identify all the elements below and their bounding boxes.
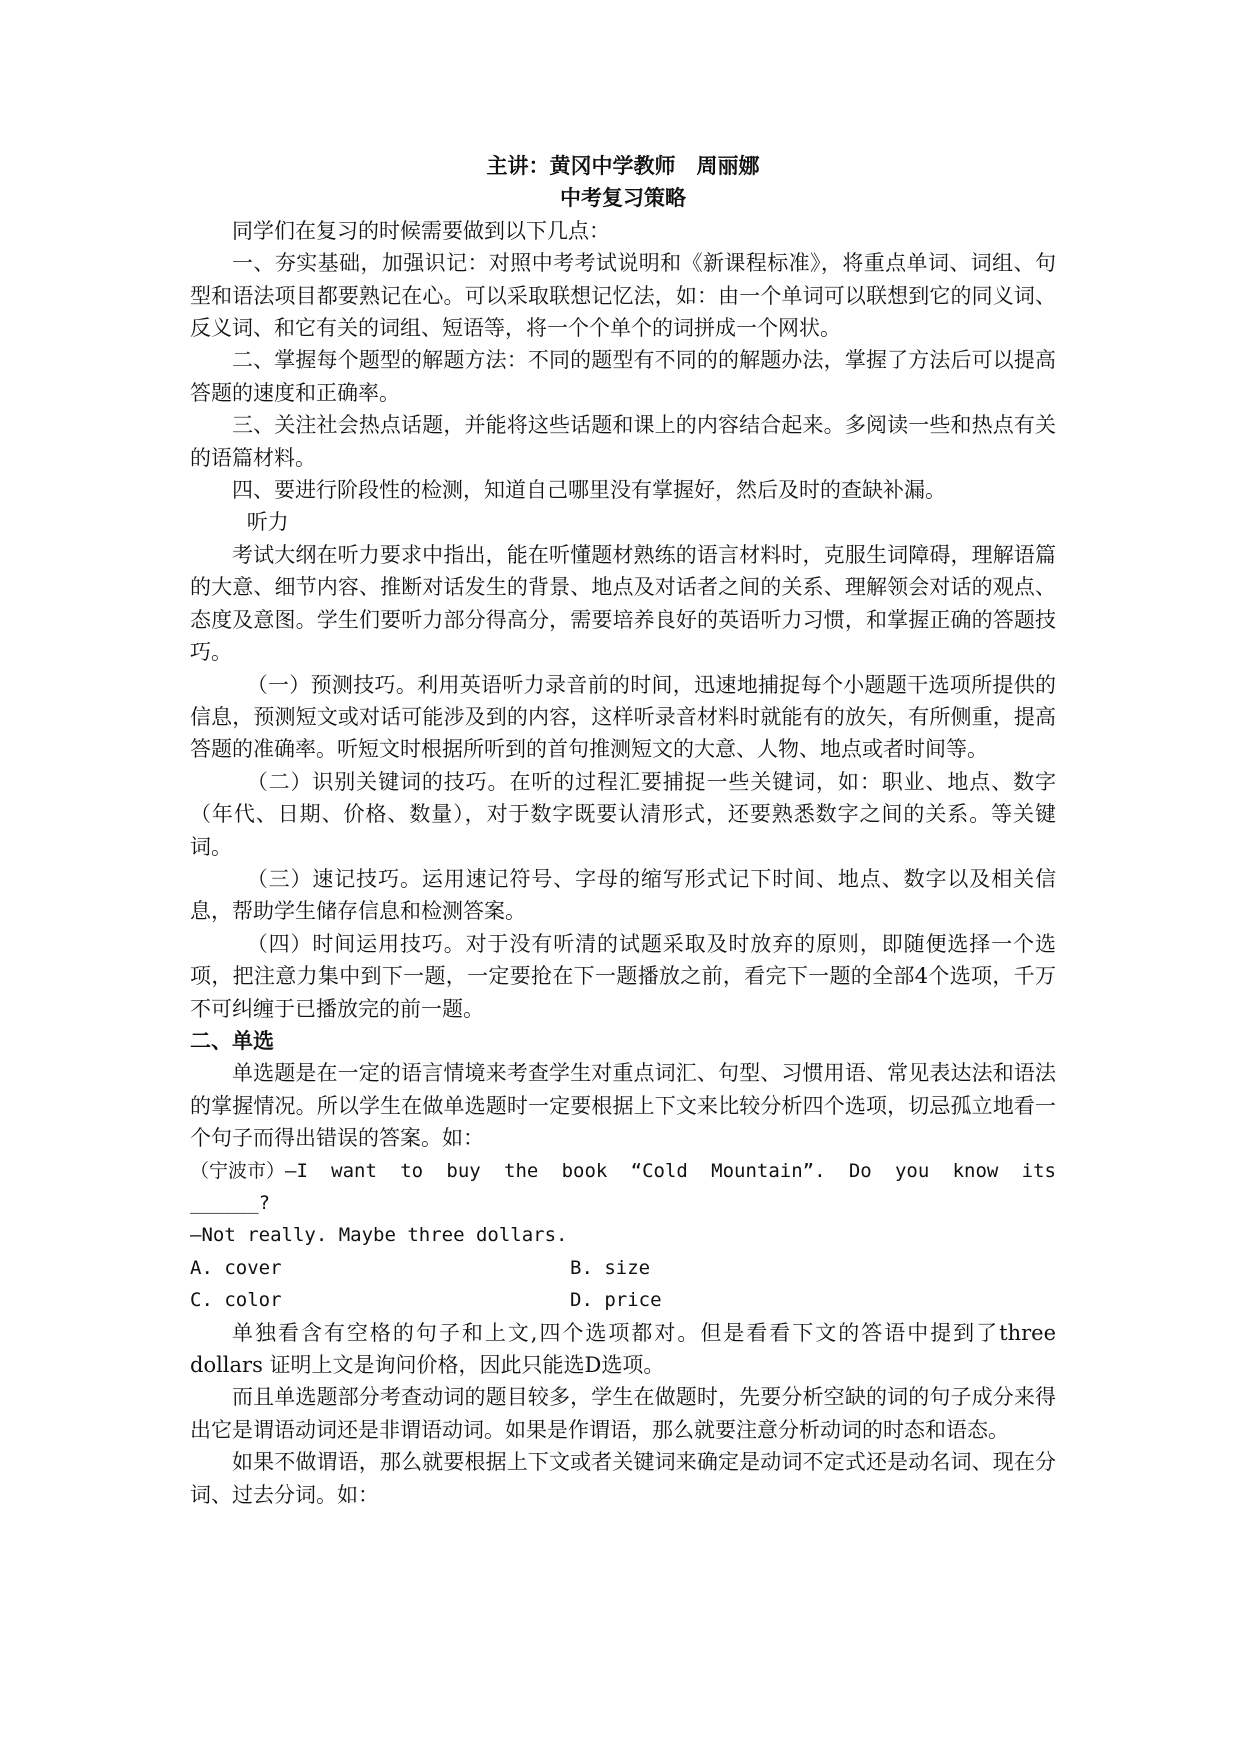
- verb-paragraph-2: 如果不做谓语，那么就要根据上下文或者关键词来确定是动词不定式还是动名词、现在分词、过去分词。如：: [190, 1450, 1056, 1507]
- listening-tip-1: （一）预测技巧。利用英语听力录音前的时间，迅速地捕捉每个小题题干选项所提供的信息，预测短文或对话可能涉及到的内容，这样听录音材料时就能有的放矢，有所侧重，提高答题的准确率。听短文时根据所听到的首句推测短文的大意、人物、地点或者时间等。: [190, 672, 1056, 762]
- listening-tip-2: （二）识别关键词的技巧。在听的过程汇要捕捉一些关键词，如：职业、地点、数字（年代、日期、价格、数量），对于数字既要认清形式，还要熟悉数字之间的关系。等关键词。: [190, 769, 1056, 859]
- question-word: you: [894, 1159, 930, 1182]
- question-word: book: [561, 1159, 608, 1182]
- question-word: want: [331, 1159, 377, 1182]
- question-word: Mountain”.: [711, 1159, 826, 1182]
- question-blank: ______?: [190, 1192, 271, 1214]
- single-choice-intro: 单选题是在一定的语言情境来考查学生对重点词汇、句型、习惯用语、常见表达法和语法的掌握情况。所以学生在做单选题时一定要根据上下文来比较分析四个选项，切忌孤立地看一个句子而得出错误的答案。如：: [190, 1061, 1056, 1151]
- listening-intro: 考试大纲在听力要求中指出，能在听懂题材熟练的语言材料时，克服生词障碍，理解语篇的大意、细节内容、推断对话发生的背景、地点及对话者之间的关系、理解领会对话的观点、态度及意图。学生们要听力部分得高分，需要培养良好的英语听力习惯，和掌握正确的答题技巧。: [190, 542, 1056, 665]
- intro-lead: 同学们在复习的时候需要做到以下几点：: [232, 218, 610, 243]
- example-question: [190, 1155, 1056, 1187]
- speaker-line: 主讲：黄冈中学教师 周丽娜: [486, 153, 760, 178]
- question-word: know: [952, 1159, 999, 1182]
- single-choice-heading: 二、单选: [190, 1027, 274, 1053]
- analysis-paragraph: 单独看含有空格的句子和上文,四个选项都对。但是看看下文的答语中提到了three dollars 证明上文是询问价格，因此只能选D选项。: [190, 1320, 1056, 1378]
- option-b: B. size: [570, 1256, 651, 1279]
- question-word: the: [504, 1159, 539, 1182]
- question-word: to: [400, 1159, 424, 1182]
- question-answer: —Not really. Maybe three dollars.: [190, 1224, 568, 1247]
- options-row-2: [190, 1284, 1056, 1316]
- intro-point-2: 二、掌握每个题型的解题方法：不同的题型有不同的的解题办法，掌握了方法后可以提高答题的速度和正确率。: [190, 348, 1056, 405]
- listening-tip-4: （四）时间运用技巧。对于没有听清的试题采取及时放弃的原则，即随便选择一个选项，把注意力集中到下一题，一定要抢在下一题播放之前，看完下一题的全部4个选项，千万不可纠缠于已播放完的前一题。: [190, 931, 1056, 1021]
- option-c: C. color: [190, 1289, 282, 1312]
- verb-paragraph-1: 而且单选题部分考查动词的题目较多，学生在做题时，先要分析空缺的词的句子成分来得出它是谓语动词还是非谓语动词。如果是作谓语，那么就要注意分析动词的时态和语态。: [190, 1385, 1056, 1442]
- options-row-1: [190, 1252, 1056, 1284]
- document-title: 中考复习策略: [560, 185, 686, 211]
- question-word: （宁波市）—I: [190, 1159, 308, 1182]
- listening-tip-3: （三）速记技巧。运用速记符号、字母的缩写形式记下时间、地点、数字以及相关信息，帮助学生储存信息和检测答案。: [190, 866, 1056, 924]
- question-word: “Cold: [630, 1159, 688, 1182]
- option-d: D. price: [570, 1289, 662, 1312]
- question-word: buy: [446, 1159, 481, 1182]
- document-page: [190, 150, 1056, 1511]
- intro-point-1: 一、夯实基础，加强识记：对照中考考试说明和《新课程标准》，将重点单词、词组、句型和语法项目都要熟记在心。可以采取联想记忆法，如：由一个单词可以联想到它的同义词、反义词、和它有关的词组、短语等，将一个个单个的词拼成一个网状。: [190, 251, 1056, 341]
- question-word: its: [1021, 1159, 1056, 1182]
- intro-point-3: 三、关注社会热点话题，并能将这些话题和课上的内容结合起来。多阅读一些和热点有关的语篇材料。: [190, 413, 1056, 470]
- intro-point-4: 四、要进行阶段性的检测，知道自己哪里没有掌握好，然后及时的查缺补漏。: [232, 478, 946, 503]
- option-a: A. cover: [190, 1256, 282, 1279]
- question-word: Do: [848, 1159, 872, 1182]
- listening-heading: 听力: [246, 510, 289, 535]
